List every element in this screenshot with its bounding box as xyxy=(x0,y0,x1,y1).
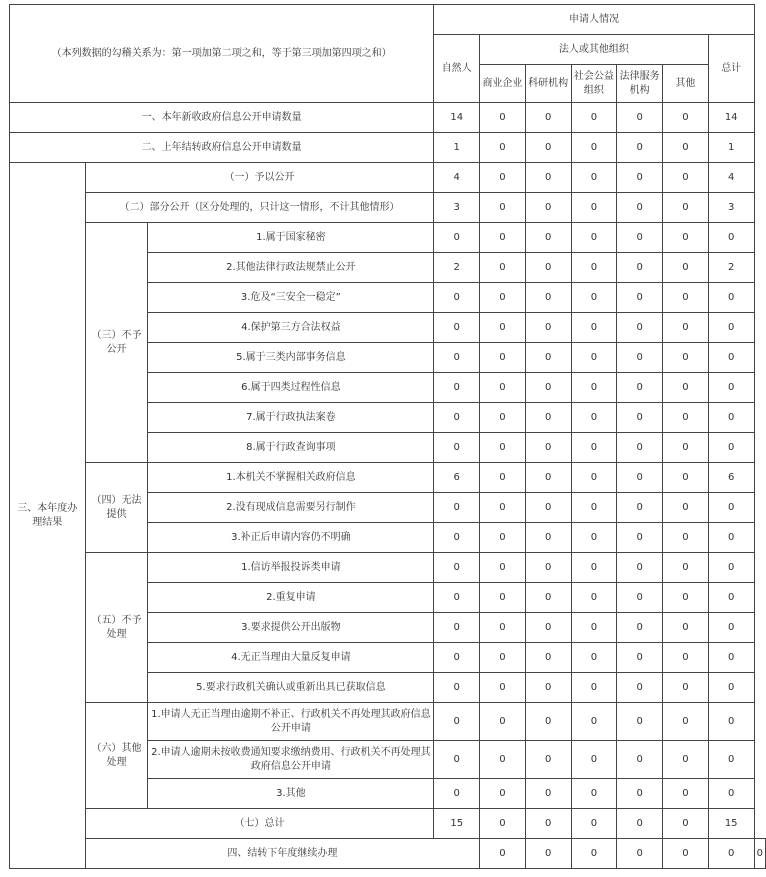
table-row xyxy=(10,553,766,583)
section-label: 三、本年度办理结果 xyxy=(10,163,86,869)
value-cell: 0 xyxy=(708,313,754,343)
value-cell: 0 xyxy=(480,433,526,463)
value-cell: 0 xyxy=(708,643,754,673)
value-cell: 0 xyxy=(663,553,709,583)
value-cell: 0 xyxy=(708,703,754,741)
item-label: 2.其他法律行政法规禁止公开 xyxy=(148,253,434,283)
value-cell: 0 xyxy=(571,403,617,433)
value-cell: 0 xyxy=(663,343,709,373)
value-cell: 0 xyxy=(571,133,617,163)
item-label: 3.危及“三安全一稳定” xyxy=(148,283,434,313)
value-cell: 0 xyxy=(571,523,617,553)
value-cell: 0 xyxy=(525,283,571,313)
header-sub-other: 其他 xyxy=(663,65,709,103)
value-cell: 0 xyxy=(708,839,754,869)
group-label: （四）无法提供 xyxy=(85,463,148,553)
value-cell: 0 xyxy=(663,283,709,313)
value-cell: 0 xyxy=(708,493,754,523)
row-label: 二、上年结转政府信息公开申请数量 xyxy=(10,133,434,163)
table-row xyxy=(10,163,766,193)
value-cell: 0 xyxy=(571,741,617,779)
item-label: 5.要求行政机关确认或重新出具已获取信息 xyxy=(148,673,434,703)
value-cell: 0 xyxy=(663,643,709,673)
value-cell: 0 xyxy=(480,809,526,839)
table-row xyxy=(10,103,766,133)
value-cell: 0 xyxy=(617,583,663,613)
value-cell: 0 xyxy=(617,779,663,809)
item-label: 6.属于四类过程性信息 xyxy=(148,373,434,403)
value-cell: 0 xyxy=(571,313,617,343)
value-cell: 0 xyxy=(480,133,526,163)
value-cell: 0 xyxy=(617,343,663,373)
value-cell: 0 xyxy=(571,839,617,869)
value-cell: 0 xyxy=(617,839,663,869)
header-sub-research: 科研机构 xyxy=(525,65,571,103)
value-cell: 0 xyxy=(525,741,571,779)
item-label: 2.没有现成信息需要另行制作 xyxy=(148,493,434,523)
value-cell: 0 xyxy=(525,583,571,613)
table-row xyxy=(10,839,766,869)
item-label: 8.属于行政查询事项 xyxy=(148,433,434,463)
row-label: （二）部分公开（区分处理的，只计这一情形，不计其他情形） xyxy=(85,193,434,223)
value-cell: 0 xyxy=(525,313,571,343)
value-cell: 0 xyxy=(480,163,526,193)
value-cell: 0 xyxy=(708,433,754,463)
value-cell: 0 xyxy=(663,163,709,193)
value-cell: 0 xyxy=(480,643,526,673)
value-cell: 0 xyxy=(617,703,663,741)
value-cell: 0 xyxy=(434,553,480,583)
value-cell: 0 xyxy=(480,373,526,403)
header-sub-legal: 法律服务机构 xyxy=(617,65,663,103)
value-cell: 0 xyxy=(525,373,571,403)
item-label: 2.申请人逾期未按收费通知要求缴纳费用、行政机关不再处理其政府信息公开申请 xyxy=(148,741,434,779)
value-cell: 0 xyxy=(571,703,617,741)
value-cell: 0 xyxy=(434,643,480,673)
value-cell: 0 xyxy=(617,193,663,223)
value-cell: 0 xyxy=(663,403,709,433)
value-cell: 0 xyxy=(663,741,709,779)
value-cell: 0 xyxy=(525,433,571,463)
value-cell: 0 xyxy=(480,313,526,343)
value-cell: 0 xyxy=(480,839,526,869)
value-cell: 0 xyxy=(480,343,526,373)
value-cell: 0 xyxy=(617,163,663,193)
value-cell: 0 xyxy=(617,553,663,583)
value-cell: 0 xyxy=(571,223,617,253)
table-row xyxy=(10,703,766,741)
item-label: 1.属于国家秘密 xyxy=(148,223,434,253)
value-cell: 0 xyxy=(434,373,480,403)
value-cell: 0 xyxy=(663,673,709,703)
value-cell: 0 xyxy=(663,523,709,553)
value-cell: 0 xyxy=(525,163,571,193)
value-cell: 0 xyxy=(617,283,663,313)
value-cell: 0 xyxy=(480,253,526,283)
value-cell: 0 xyxy=(617,313,663,343)
row-label: 四、结转下年度继续办理 xyxy=(85,839,479,869)
value-cell: 0 xyxy=(480,523,526,553)
value-cell: 0 xyxy=(663,103,709,133)
item-label: 1.申请人无正当理由逾期不补正、行政机关不再处理其政府信息公开申请 xyxy=(148,703,434,741)
value-cell: 0 xyxy=(434,343,480,373)
value-cell: 0 xyxy=(571,583,617,613)
header-legal-group: 法人或其他组织 xyxy=(480,35,709,65)
row-label: （七）总计 xyxy=(85,809,434,839)
value-cell: 6 xyxy=(434,463,480,493)
value-cell: 0 xyxy=(525,809,571,839)
value-cell: 0 xyxy=(525,673,571,703)
group-label: （五）不予处理 xyxy=(85,553,148,703)
value-cell: 0 xyxy=(617,253,663,283)
header-applicant: 申请人情况 xyxy=(434,5,754,35)
group-label: （三）不予公开 xyxy=(85,223,148,463)
item-label: 4.无正当理由大量反复申请 xyxy=(148,643,434,673)
value-cell: 0 xyxy=(617,403,663,433)
value-cell: 0 xyxy=(571,193,617,223)
value-cell: 0 xyxy=(571,673,617,703)
value-cell: 0 xyxy=(663,613,709,643)
item-label: 1.本机关不掌握相关政府信息 xyxy=(148,463,434,493)
value-cell: 0 xyxy=(708,283,754,313)
value-cell: 0 xyxy=(571,373,617,403)
value-cell: 0 xyxy=(617,433,663,463)
value-cell: 0 xyxy=(571,253,617,283)
value-cell: 0 xyxy=(480,779,526,809)
value-cell: 0 xyxy=(617,463,663,493)
value-cell: 0 xyxy=(571,463,617,493)
value-cell: 3 xyxy=(434,193,480,223)
value-cell: 0 xyxy=(708,223,754,253)
value-cell: 0 xyxy=(525,493,571,523)
value-cell: 0 xyxy=(434,523,480,553)
value-cell: 0 xyxy=(525,643,571,673)
value-cell: 0 xyxy=(663,223,709,253)
item-label: 3.要求提供公开出版物 xyxy=(148,613,434,643)
value-cell: 0 xyxy=(708,779,754,809)
row-label: （一）予以公开 xyxy=(85,163,434,193)
value-cell: 0 xyxy=(663,493,709,523)
value-cell: 0 xyxy=(617,133,663,163)
value-cell: 4 xyxy=(708,163,754,193)
value-cell: 0 xyxy=(434,493,480,523)
value-cell: 0 xyxy=(480,463,526,493)
value-cell: 0 xyxy=(480,613,526,643)
value-cell: 0 xyxy=(525,839,571,869)
value-cell: 0 xyxy=(434,613,480,643)
value-cell: 0 xyxy=(708,403,754,433)
header-note: （本列数据的勾稽关系为：第一项加第二项之和，等于第三项加第四项之和） xyxy=(10,5,434,103)
item-label: 3.补正后申请内容仍不明确 xyxy=(148,523,434,553)
value-cell: 0 xyxy=(525,223,571,253)
value-cell: 0 xyxy=(434,223,480,253)
value-cell: 1 xyxy=(708,133,754,163)
value-cell: 0 xyxy=(525,343,571,373)
value-cell: 0 xyxy=(480,553,526,583)
value-cell: 0 xyxy=(617,613,663,643)
group-label: （六）其他处理 xyxy=(85,703,148,809)
row-label: 一、本年新收政府信息公开申请数量 xyxy=(10,103,434,133)
table-row xyxy=(10,193,766,223)
disclosure-table xyxy=(9,4,766,869)
value-cell: 0 xyxy=(663,809,709,839)
header-total: 总计 xyxy=(708,35,754,103)
value-cell: 0 xyxy=(571,613,617,643)
value-cell: 0 xyxy=(617,493,663,523)
value-cell: 0 xyxy=(571,163,617,193)
value-cell: 0 xyxy=(525,403,571,433)
value-cell: 0 xyxy=(434,283,480,313)
value-cell: 6 xyxy=(708,463,754,493)
value-cell: 0 xyxy=(617,223,663,253)
value-cell: 0 xyxy=(708,373,754,403)
value-cell: 0 xyxy=(663,433,709,463)
value-cell: 0 xyxy=(480,103,526,133)
value-cell: 0 xyxy=(571,809,617,839)
value-cell: 0 xyxy=(525,133,571,163)
value-cell: 0 xyxy=(434,703,480,741)
value-cell: 15 xyxy=(434,809,480,839)
value-cell: 0 xyxy=(708,523,754,553)
value-cell: 0 xyxy=(434,779,480,809)
value-cell: 0 xyxy=(525,253,571,283)
value-cell: 0 xyxy=(708,673,754,703)
value-cell: 0 xyxy=(480,403,526,433)
value-cell: 0 xyxy=(480,193,526,223)
value-cell: 0 xyxy=(663,193,709,223)
value-cell: 0 xyxy=(525,523,571,553)
value-cell: 0 xyxy=(617,673,663,703)
value-cell: 0 xyxy=(663,703,709,741)
value-cell: 0 xyxy=(434,403,480,433)
value-cell: 0 xyxy=(480,583,526,613)
value-cell: 0 xyxy=(754,839,765,869)
value-cell: 0 xyxy=(708,613,754,643)
value-cell: 0 xyxy=(663,313,709,343)
value-cell: 0 xyxy=(434,583,480,613)
header-natural-person: 自然人 xyxy=(434,35,480,103)
value-cell: 0 xyxy=(708,741,754,779)
value-cell: 0 xyxy=(663,253,709,283)
value-cell: 15 xyxy=(708,809,754,839)
value-cell: 0 xyxy=(708,583,754,613)
value-cell: 14 xyxy=(434,103,480,133)
value-cell: 0 xyxy=(617,643,663,673)
value-cell: 0 xyxy=(525,103,571,133)
item-label: 7.属于行政执法案卷 xyxy=(148,403,434,433)
item-label: 3.其他 xyxy=(148,779,434,809)
table-row xyxy=(10,223,766,253)
value-cell: 0 xyxy=(571,103,617,133)
value-cell: 0 xyxy=(480,283,526,313)
value-cell: 0 xyxy=(617,741,663,779)
item-label: 2.重复申请 xyxy=(148,583,434,613)
value-cell: 0 xyxy=(571,343,617,373)
value-cell: 0 xyxy=(480,703,526,741)
value-cell: 0 xyxy=(434,433,480,463)
value-cell: 3 xyxy=(708,193,754,223)
value-cell: 0 xyxy=(663,779,709,809)
table-row xyxy=(10,463,766,493)
value-cell: 0 xyxy=(571,433,617,463)
value-cell: 0 xyxy=(708,343,754,373)
value-cell: 0 xyxy=(663,583,709,613)
value-cell: 0 xyxy=(571,779,617,809)
value-cell: 0 xyxy=(525,553,571,583)
value-cell: 0 xyxy=(480,493,526,523)
table-row xyxy=(10,809,766,839)
value-cell: 0 xyxy=(480,223,526,253)
item-label: 1.信访举报投诉类申请 xyxy=(148,553,434,583)
value-cell: 0 xyxy=(571,283,617,313)
value-cell: 0 xyxy=(617,373,663,403)
value-cell: 0 xyxy=(525,463,571,493)
value-cell: 1 xyxy=(434,133,480,163)
value-cell: 0 xyxy=(571,643,617,673)
value-cell: 0 xyxy=(663,373,709,403)
value-cell: 0 xyxy=(708,553,754,583)
value-cell: 0 xyxy=(434,673,480,703)
value-cell: 2 xyxy=(434,253,480,283)
value-cell: 0 xyxy=(617,103,663,133)
item-label: 4.保护第三方合法权益 xyxy=(148,313,434,343)
value-cell: 0 xyxy=(663,839,709,869)
value-cell: 0 xyxy=(480,673,526,703)
value-cell: 0 xyxy=(525,613,571,643)
value-cell: 0 xyxy=(525,703,571,741)
value-cell: 0 xyxy=(434,313,480,343)
value-cell: 0 xyxy=(480,741,526,779)
value-cell: 0 xyxy=(663,463,709,493)
value-cell: 0 xyxy=(525,779,571,809)
value-cell: 0 xyxy=(571,493,617,523)
value-cell: 0 xyxy=(617,809,663,839)
value-cell: 0 xyxy=(617,523,663,553)
value-cell: 14 xyxy=(708,103,754,133)
header-sub-charity: 社会公益组织 xyxy=(571,65,617,103)
value-cell: 4 xyxy=(434,163,480,193)
value-cell: 0 xyxy=(663,133,709,163)
value-cell: 0 xyxy=(571,553,617,583)
table-row xyxy=(10,133,766,163)
value-cell: 0 xyxy=(434,741,480,779)
value-cell: 0 xyxy=(525,193,571,223)
item-label: 5.属于三类内部事务信息 xyxy=(148,343,434,373)
value-cell: 2 xyxy=(708,253,754,283)
header-sub-business: 商业企业 xyxy=(480,65,526,103)
